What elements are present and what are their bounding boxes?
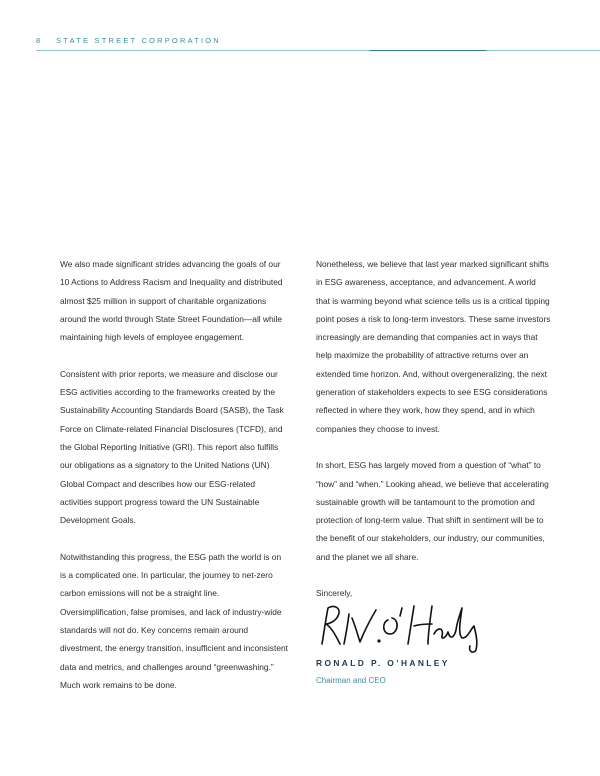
paragraph: In short, ESG has largely moved from a question of “what” to “how” and “when.” Looking ahead, we believe that accelerating sustainable growth will be tantamount to the promotion and protection of long-term value. That shift in sentiment will be to the benefit of our stakeholders, our industry, our communities, and the planet we all share. xyxy=(316,460,549,562)
paragraph: Nonetheless, we believe that last year marked significant shifts in ESG awareness, acceptance, and advancement. A world that is warming beyond what science tells us is a critical tipping point poses a risk to long-term investors. These same investors increasingly are demanding that companies act in ways that help maximize the probability of attractive returns over an extended time horizon. And, without overgeneralizing, the next generation of stakeholders expects to see ESG considerations reflected in where they work, how they spend, and in which companies they choose to invest. xyxy=(316,259,551,434)
header-rule xyxy=(36,50,600,51)
signature-image xyxy=(316,600,486,655)
paragraph: Consistent with prior reports, we measure and disclose our ESG activities according to the frameworks created by the Sustainability Accounting Standards Board (SASB), the Task Force on Climate-related Financial Disclosures (TCFD), and the Global Reporting Initiative (GRI). This report also fulfills our obligations as a signatory to the United Nations (UN) Global Compact and describes how our ESG-related activities support progress toward the UN Sustainable Development Goals. xyxy=(60,368,284,526)
right-column xyxy=(316,255,552,603)
closing-salutation: Sincerely, xyxy=(316,588,353,599)
left-column xyxy=(60,255,288,694)
signatory-title: Chairman and CEO xyxy=(316,676,386,685)
page-number: 8 xyxy=(36,36,41,45)
paragraph: We also made significant strides advancing the goals of our 10 Actions to Address Racism and Inequality and distributed almost $25 million in support of charitable organizations around the world through State Street Foundation—all while maintaining high levels of employee engagement. xyxy=(60,259,283,343)
header-rule-accent xyxy=(370,50,486,51)
running-header xyxy=(36,36,221,45)
company-name: STATE STREET CORPORATION xyxy=(56,36,221,45)
paragraph: Notwithstanding this progress, the ESG path the world is on is a complicated one. In particular, the journey to net-zero carbon emissions will not be a straight line. Oversimplification, false promises, and lack of industry-wide standards will not do. Key concerns remain around divestment, the energy transition, insufficient and inconsistent data and metrics, and challenges around “greenwashing.” Much work remains to be done. xyxy=(60,551,288,690)
signatory-name: RONALD P. O’HANLEY xyxy=(316,658,450,668)
